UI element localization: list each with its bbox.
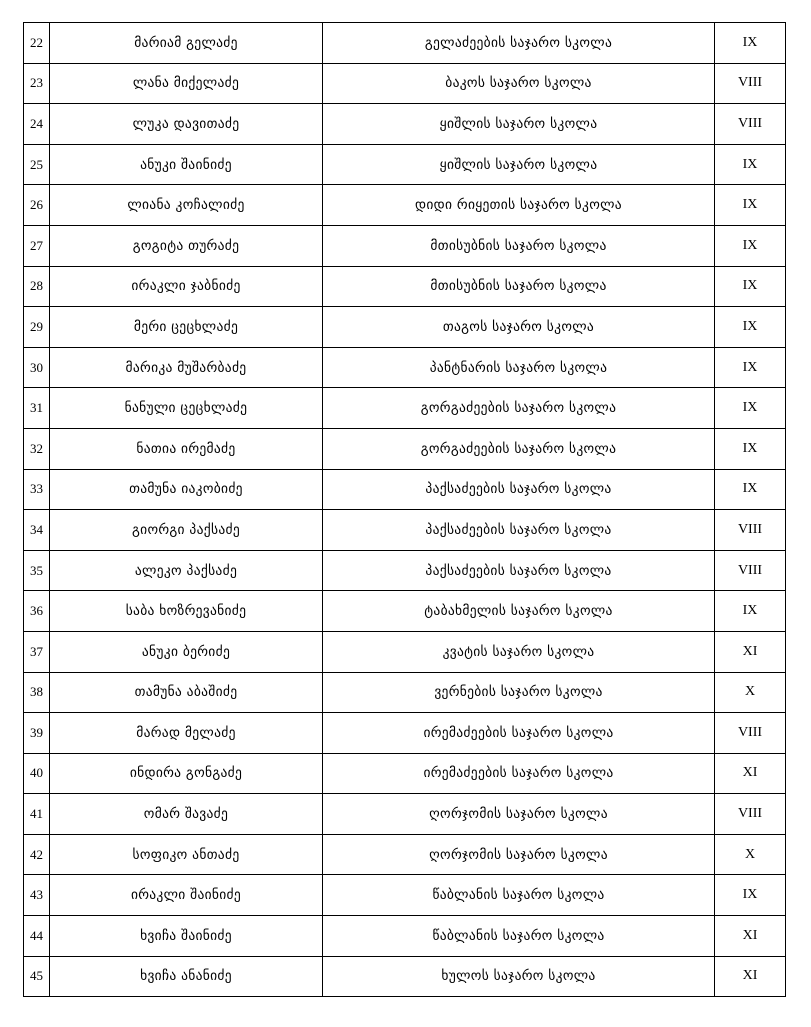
row-number-cell: 31 — [24, 388, 50, 429]
table-row — [24, 307, 786, 348]
row-number-cell: 34 — [24, 510, 50, 551]
grade-cell: IX — [715, 875, 786, 916]
school-name-cell: ყიშლის საჯარო სკოლა — [323, 144, 715, 185]
student-name-cell: ნანული ცეცხლაძე — [50, 388, 323, 429]
student-name-cell: სოფიკო ანთაძე — [50, 834, 323, 875]
table-row — [24, 713, 786, 754]
school-name-cell: კვატის საჯარო სკოლა — [323, 631, 715, 672]
row-number-cell: 42 — [24, 834, 50, 875]
school-name-cell: ირემაძეების საჯარო სკოლა — [323, 713, 715, 754]
row-number-cell: 41 — [24, 794, 50, 835]
row-number-cell: 24 — [24, 104, 50, 145]
grade-cell: XI — [715, 956, 786, 997]
table-row — [24, 144, 786, 185]
table-row — [24, 510, 786, 551]
student-name-cell: საბა ხოზრევანიძე — [50, 591, 323, 632]
row-number-cell: 25 — [24, 144, 50, 185]
student-table — [23, 22, 786, 997]
school-name-cell: გორგაძეების საჯარო სკოლა — [323, 388, 715, 429]
school-name-cell: ირემაძეების საჯარო სკოლა — [323, 753, 715, 794]
row-number-cell: 35 — [24, 550, 50, 591]
student-name-cell: გოგიტა თურაძე — [50, 225, 323, 266]
grade-cell: VIII — [715, 510, 786, 551]
student-name-cell: ლანა მიქელაძე — [50, 63, 323, 104]
grade-cell: IX — [715, 225, 786, 266]
grade-cell: XI — [715, 753, 786, 794]
table-row — [24, 591, 786, 632]
table-row — [24, 631, 786, 672]
row-number-cell: 43 — [24, 875, 50, 916]
table-row — [24, 428, 786, 469]
school-name-cell: თაგოს საჯარო სკოლა — [323, 307, 715, 348]
row-number-cell: 39 — [24, 713, 50, 754]
grade-cell: X — [715, 834, 786, 875]
table-row — [24, 225, 786, 266]
row-number-cell: 38 — [24, 672, 50, 713]
table-row — [24, 550, 786, 591]
student-name-cell: მერი ცეცხლაძე — [50, 307, 323, 348]
school-name-cell: ყიშლის საჯარო სკოლა — [323, 104, 715, 145]
row-number-cell: 33 — [24, 469, 50, 510]
row-number-cell: 28 — [24, 266, 50, 307]
school-name-cell: პაქსაძეების საჯარო სკოლა — [323, 469, 715, 510]
grade-cell: IX — [715, 428, 786, 469]
student-name-cell: ინდირა გონგაძე — [50, 753, 323, 794]
student-name-cell: მარიკა მუშარბაძე — [50, 347, 323, 388]
row-number-cell: 23 — [24, 63, 50, 104]
school-name-cell: გორგაძეების საჯარო სკოლა — [323, 428, 715, 469]
student-name-cell: ირაკლი შაინიძე — [50, 875, 323, 916]
grade-cell: XI — [715, 631, 786, 672]
school-name-cell: მთისუბნის საჯარო სკოლა — [323, 225, 715, 266]
grade-cell: VIII — [715, 104, 786, 145]
grade-cell: IX — [715, 23, 786, 64]
row-number-cell: 40 — [24, 753, 50, 794]
grade-cell: IX — [715, 347, 786, 388]
grade-cell: XI — [715, 916, 786, 957]
student-name-cell: ირაკლი ჯაბნიძე — [50, 266, 323, 307]
grade-cell: IX — [715, 591, 786, 632]
table-row — [24, 875, 786, 916]
student-name-cell: ლუკა დავითაძე — [50, 104, 323, 145]
student-name-cell: მარიამ გელაძე — [50, 23, 323, 64]
table-row — [24, 469, 786, 510]
grade-cell: IX — [715, 307, 786, 348]
school-name-cell: გელაძეების საჯარო სკოლა — [323, 23, 715, 64]
table-row — [24, 63, 786, 104]
row-number-cell: 27 — [24, 225, 50, 266]
row-number-cell: 30 — [24, 347, 50, 388]
grade-cell: IX — [715, 388, 786, 429]
school-name-cell: ტაბახმელის საჯარო სკოლა — [323, 591, 715, 632]
student-name-cell: ხვიჩა ანანიძე — [50, 956, 323, 997]
document-page — [23, 22, 786, 997]
school-name-cell: ხულოს საჯარო სკოლა — [323, 956, 715, 997]
school-name-cell: დიდი რიყეთის საჯარო სკოლა — [323, 185, 715, 226]
grade-cell: IX — [715, 144, 786, 185]
row-number-cell: 26 — [24, 185, 50, 226]
student-name-cell: ნათია ირემაძე — [50, 428, 323, 469]
school-name-cell: ვერნების საჯარო სკოლა — [323, 672, 715, 713]
school-name-cell: მთისუბნის საჯარო სკოლა — [323, 266, 715, 307]
row-number-cell: 22 — [24, 23, 50, 64]
student-name-cell: მარად მელაძე — [50, 713, 323, 754]
school-name-cell: პაქსაძეების საჯარო სკოლა — [323, 550, 715, 591]
table-row — [24, 347, 786, 388]
table-row — [24, 834, 786, 875]
table-row — [24, 753, 786, 794]
table-row — [24, 794, 786, 835]
grade-cell: IX — [715, 185, 786, 226]
row-number-cell: 44 — [24, 916, 50, 957]
student-name-cell: ხვიჩა შაინიძე — [50, 916, 323, 957]
school-name-cell: წაბლანის საჯარო სკოლა — [323, 916, 715, 957]
grade-cell: VIII — [715, 713, 786, 754]
grade-cell: VIII — [715, 794, 786, 835]
table-row — [24, 916, 786, 957]
student-name-cell: გიორგი პაქსაძე — [50, 510, 323, 551]
grade-cell: VIII — [715, 550, 786, 591]
row-number-cell: 45 — [24, 956, 50, 997]
student-name-cell: ალეკო პაქსაძე — [50, 550, 323, 591]
student-table-body — [24, 23, 786, 997]
row-number-cell: 36 — [24, 591, 50, 632]
student-name-cell: ანუკი ბერიძე — [50, 631, 323, 672]
table-row — [24, 104, 786, 145]
grade-cell: X — [715, 672, 786, 713]
student-name-cell: ომარ შავაძე — [50, 794, 323, 835]
table-row — [24, 185, 786, 226]
table-row — [24, 672, 786, 713]
student-name-cell: ლიანა კოჩალიძე — [50, 185, 323, 226]
row-number-cell: 37 — [24, 631, 50, 672]
table-row — [24, 956, 786, 997]
school-name-cell: ღორჯომის საჯარო სკოლა — [323, 834, 715, 875]
school-name-cell: პანტნარის საჯარო სკოლა — [323, 347, 715, 388]
student-name-cell: ანუკი შაინიძე — [50, 144, 323, 185]
school-name-cell: წაბლანის საჯარო სკოლა — [323, 875, 715, 916]
student-name-cell: თამუნა აბაშიძე — [50, 672, 323, 713]
grade-cell: IX — [715, 266, 786, 307]
row-number-cell: 29 — [24, 307, 50, 348]
student-name-cell: თამუნა იაკობიძე — [50, 469, 323, 510]
grade-cell: VIII — [715, 63, 786, 104]
school-name-cell: ღორჯომის საჯარო სკოლა — [323, 794, 715, 835]
table-row — [24, 388, 786, 429]
school-name-cell: პაქსაძეების საჯარო სკოლა — [323, 510, 715, 551]
table-row — [24, 23, 786, 64]
school-name-cell: ბაკოს საჯარო სკოლა — [323, 63, 715, 104]
grade-cell: IX — [715, 469, 786, 510]
row-number-cell: 32 — [24, 428, 50, 469]
table-row — [24, 266, 786, 307]
